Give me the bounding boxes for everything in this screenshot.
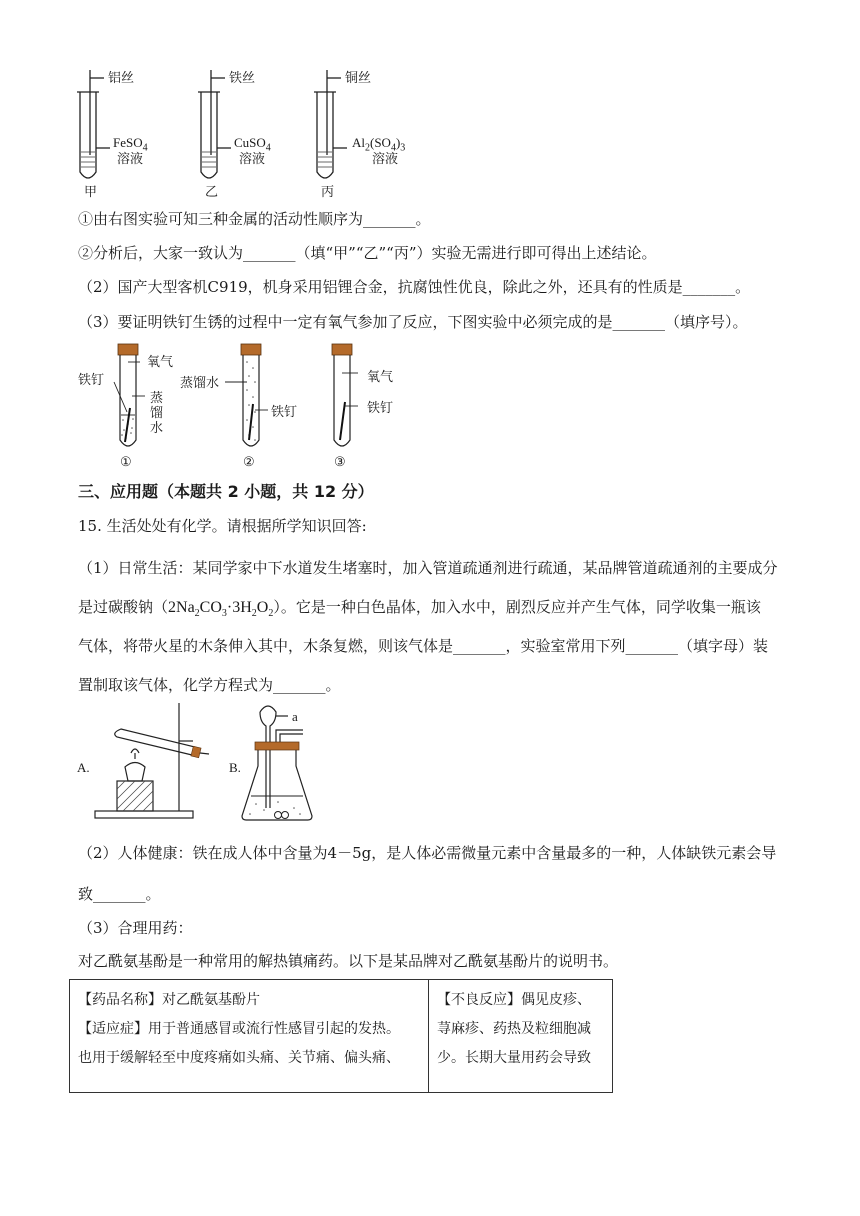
tube1-solution-formula: FeSO$_4$	[113, 135, 148, 154]
tube2-water-label: 蒸馏水	[180, 375, 220, 390]
q14-subq2: ②分析后，大家一致认为_______（填“甲”“乙”“丙”）实验无需进行即可得出上述结论。	[78, 244, 657, 262]
q15-part3-intro: 对乙酰氨基酚是一种常用的解热镇痛药。以下是某品牌对乙酰氨基酚片的说明书。	[78, 952, 619, 970]
leaflet-right-cell	[429, 980, 613, 1093]
tube3-solution-word: 溶液	[372, 151, 399, 166]
heating-apparatus	[85, 703, 210, 825]
tube3-nail-label: 铁钉	[367, 400, 394, 415]
leaflet-left-cell	[70, 980, 429, 1093]
leaflet-right-line: 少。长期大量用药会导致	[437, 1050, 591, 1066]
tube3-wire-label: 铜丝	[345, 70, 372, 85]
leaflet-right-line: 荨麻疹、药热及粒细胞减	[437, 1021, 591, 1037]
tube2-label: 乙	[205, 184, 219, 199]
q15-part1-line1: （1）日常生活：某同学家中下水道发生堵塞时，加入管道疏通剂进行疏通，某品牌管道疏通剂的主要成分	[78, 559, 778, 577]
q14-part3: （3）要证明铁钉生锈的过程中一定有氧气参加了反应，下图实验中必须完成的是_______（填序号）。	[78, 313, 748, 331]
q14-subq1: ①由右图实验可知三种金属的活动性顺序为_______。	[78, 210, 431, 228]
tube1-nail-label: 铁钉	[78, 372, 105, 387]
tube3-oxygen-label: 氧气	[367, 369, 394, 384]
leaflet-left-line: 【适应症】用于普通感冒或流行性感冒引起的发热。	[78, 1021, 400, 1037]
section-heading: 三、应用题（本题共 2 小题，共 12 分）	[78, 482, 374, 501]
tube3-solution-formula: $Al_2(SO_4)_3$	[352, 135, 406, 154]
q15-part1-line3: 气体，将带火星的木条伸入其中，木条复燃，则该气体是_______，实验室常用下列_______（填字母）装	[78, 637, 769, 655]
leaflet-right-line: 【不良反应】偶见皮疹、	[437, 992, 591, 1008]
tube3-label: 丙	[321, 184, 335, 199]
q15-part3-head: （3）合理用药：	[78, 919, 193, 937]
apparatus-a-label: A.	[77, 760, 90, 775]
flask-apparatus	[238, 700, 328, 825]
tube2-solution-formula: CuSO$_4$	[234, 135, 271, 154]
tube1-wire-label: 铝丝	[108, 70, 135, 85]
q15-part2-line2: 致_______。	[78, 885, 161, 903]
tube2-solution-word: 溶液	[239, 151, 266, 166]
leaflet-left-line: 【药品名称】对乙酰氨基酚片	[78, 992, 260, 1008]
q15-part1-line2: 是过碳酸钠$(2Na_2CO_3\cdot 3H_2O_2)$。它是一种白色晶体，加入水中，剧烈反应并产生气体，同学收集一瓶该	[78, 598, 761, 620]
tube3-number: ③	[334, 454, 346, 469]
q15-part2-line1: （2）人体健康：铁在成人体中含量为4－5g，是人体必需微量元素中含量最多的一种，人体缺铁元素会导	[78, 844, 777, 862]
q15-stem: 15. 生活处处有化学。请根据所学知识回答:	[78, 517, 367, 535]
tube1-water-label: 蒸馏水	[150, 390, 164, 435]
drug-leaflet-table	[69, 979, 613, 1093]
tube1-label: 甲	[84, 184, 98, 199]
percarbonate-formula: $2Na_2CO_3\cdot 3H_2O_2$	[168, 599, 274, 620]
tube1-number: ①	[120, 454, 132, 469]
tube2-number: ②	[243, 454, 255, 469]
funnel-a-label: a	[292, 709, 298, 724]
tube2-wire-label: 铁丝	[229, 70, 256, 85]
q15-part1-line4: 置制取该气体，化学方程式为_______。	[78, 676, 341, 694]
tube2-nail-label: 铁钉	[271, 404, 298, 419]
q14-part2: （2）国产大型客机C919，机身采用铝锂合金，抗腐蚀性优良，除此之外，还具有的性质是_______。	[78, 278, 751, 296]
leaflet-left-line: 也用于缓解轻至中度疼痛如头痛、关节痛、偏头痛、	[78, 1050, 400, 1066]
tube1-solution-word: 溶液	[117, 151, 144, 166]
tube1-oxygen-label: 氧气	[147, 354, 174, 369]
apparatus-b-label: B.	[229, 760, 241, 775]
